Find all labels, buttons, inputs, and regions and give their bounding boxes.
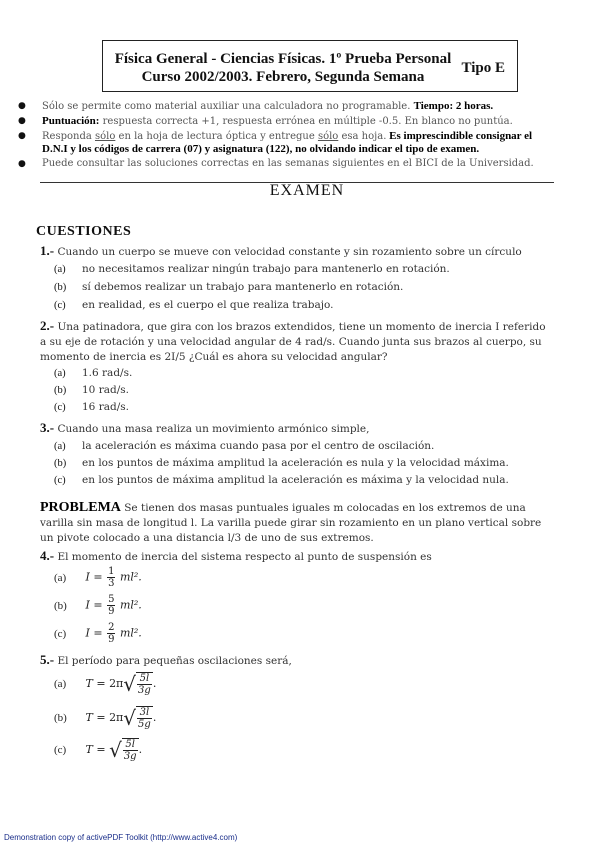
question-4: 4.- El momento de inercia del sistema respecto al punto de suspensión es [40,548,432,563]
rules-list [16,100,556,172]
question-3-option-b: (b) en los puntos de máxima amplitud la aceleración es nula y la velocidad máxima. [54,457,509,469]
examen-title: EXAMEN [269,182,345,199]
fraction: $\frac{3l}{5g}$ [138,707,151,730]
fraction: $\frac{5}{9}$ [108,594,115,617]
cuestiones-title: CUESTIONES [36,224,132,239]
question-1-option-b: (b) sí debemos realizar un trabajo para mantenerlo en rotación. [54,281,404,293]
bullet-icon: ● [18,131,26,141]
fraction: $\frac{1}{3}$ [108,566,115,589]
question-5-option-b: (b) T = 2π√ $\frac{3l}{5g}$ . [54,706,157,730]
radical-icon: √ [123,672,137,696]
rule-item: ● Puntuación: respuesta correcta +1, respuesta errónea en múltiple -0.5. En blanco no puntúa. [18,115,513,127]
header-title-line2: Curso 2002/2003. Febrero, Segunda Semana [141,69,425,85]
question-5-option-a: (a) T = 2π√ $\frac{5l}{3g}$ . [54,672,157,696]
fraction: $\frac{5l}{3g}$ [138,673,151,696]
square-root [109,738,139,762]
question-5: 5.- El período para pequeñas oscilaciones será, [40,652,292,667]
question-2-option-b: (b) 10 rad/s. [54,384,129,396]
bullet-icon: ● [18,159,26,169]
fraction: $\frac{2}{9}$ [108,622,115,645]
question-1-option-a: (a) no necesitamos realizar ningún trabajo para mantenerlo en rotación. [54,263,450,275]
question-2-option-a: (a) 1.6 rad/s. [54,367,133,379]
square-root [123,706,153,730]
question-5-option-c: (c) T = √ $\frac{5l}{3g}$ . [54,738,143,762]
question-1-option-c: (c) en realidad, es el cuerpo el que realiza trabajo. [54,299,334,311]
question-3-option-a: (a) la aceleración es máxima cuando pasa por el centro de oscilación. [54,440,435,452]
exam-header [102,40,518,92]
radical-icon: √ [109,738,122,762]
question-4-option-a: (a) I = $\frac{1}{3}$ ml². [54,566,142,589]
square-root [123,672,153,696]
fraction: $\frac{5l}{3g}$ [123,739,137,762]
header-title-line1: Física General - Ciencias Físicas. 1º Prueba Personal [114,51,452,67]
rule-item: ● Responda sólo en la hoja de lectura óptica y entregue sólo esa hoja. Es imprescindible consignar el D.N.I y los códigos de carrera (07) y asignatura (122), no olvidando indicar el tipo de examen. [18,130,533,155]
rule-item: ● Puede consultar las soluciones correctas en las semanas siguientes en el BICI de la Universidad. [18,158,534,169]
question-3-option-c: (c) en los puntos de máxima amplitud la aceleración es máxima y la velocidad nula. [54,474,509,486]
bullet-icon: ● [18,101,26,111]
bullet-icon: ● [18,116,26,126]
question-1: 1.- Cuando un cuerpo se mueve con velocidad constante y sin rozamiento sobre un círculo [40,243,522,258]
question-2-option-c: (c) 16 rad/s. [54,401,129,413]
exam-type-label: Tipo E [461,60,505,76]
radical-icon: √ [123,706,137,730]
question-4-option-c: (c) I = $\frac{2}{9}$ ml². [54,622,142,645]
question-2: 2.- Una patinadora, que gira con los brazos extendidos, tiene un momento de inercia I referido a su eje de rotación y una velocidad angular de 4 rad/s. Cuando junta sus brazos al cuerpo, su momento de inercia es 2I/5 ¿Cuál es ahora su velocidad angular? [40,318,546,363]
question-4-option-b: (b) I = $\frac{5}{9}$ ml². [54,594,142,617]
rule-item: ● Sólo se permite como material auxiliar una calculadora no programable. Tiempo: 2 horas. [18,100,494,112]
problem-statement: PROBLEMA Se tienen dos masas puntuales iguales m colocadas en los extremos de una varilla sin masa de longitud l. La varilla puede girar sin rozamiento en un plano vertical sobre un pivote colocado a una distancia l/3 de uno de sus extremos. [40,500,542,544]
watermark-footer: Demonstration copy of activePDF Toolkit (http://www.active4.com) [4,833,238,842]
question-3: 3.- Cuando una masa realiza un movimiento armónico simple, [40,420,370,435]
